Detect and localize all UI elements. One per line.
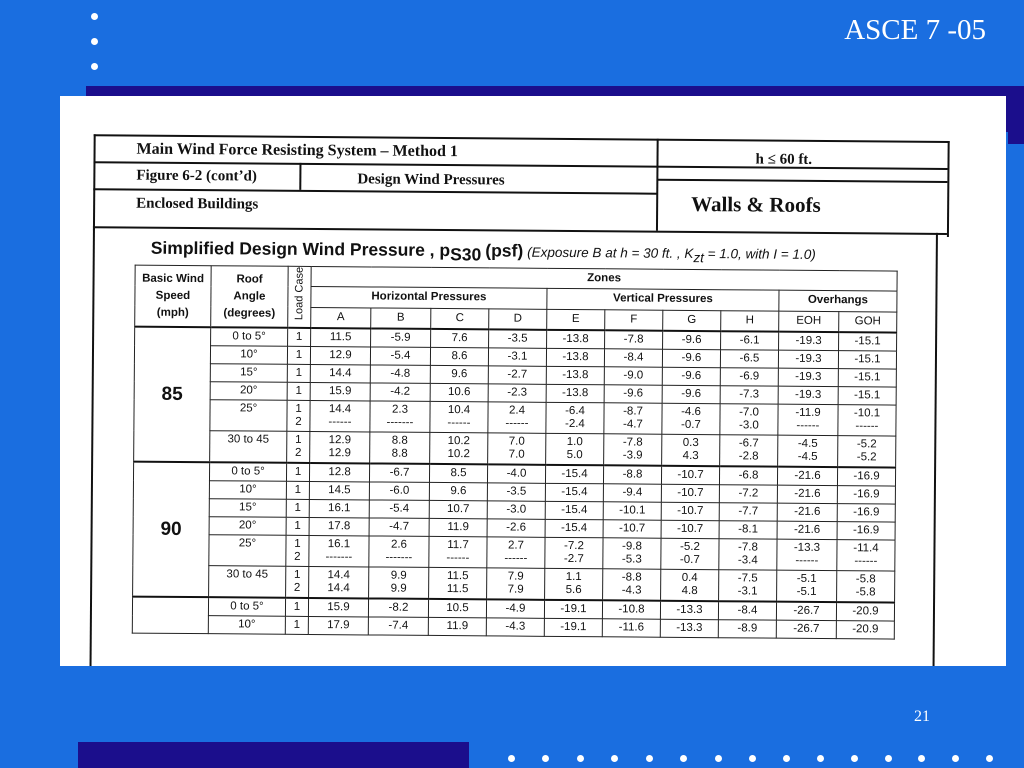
load-case-cell: 1 2 <box>287 431 310 463</box>
pressure-value-cell: -3.0 <box>487 501 545 519</box>
zone-label-g: G <box>663 310 721 331</box>
speed-header: Basic Wind Speed (mph) <box>135 265 211 327</box>
zone-label-d: D <box>489 308 547 329</box>
pressure-value-cell: -16.9 <box>837 486 895 504</box>
roof-angle-cell: 0 to 5° <box>208 597 285 616</box>
pressure-value-cell: -9.0 <box>604 367 662 385</box>
load-case-cell: 1 <box>287 382 310 400</box>
pressure-value-cell: -6.9 <box>720 368 778 386</box>
pressure-value-cell: -10.7 <box>661 484 719 502</box>
pressure-value-cell: -13.8 <box>546 348 604 366</box>
zones-header: Zones <box>311 266 897 291</box>
bullet-dot <box>91 13 98 20</box>
pressure-value-cell: -4.5 -4.5 <box>778 435 838 467</box>
pressure-value-cell: -8.8 <box>603 465 661 484</box>
pressure-value-cell: -10.7 <box>661 466 719 485</box>
document-border <box>90 226 95 666</box>
load-case-cell: 1 <box>285 598 308 617</box>
roof-angle-cell: 20° <box>209 517 286 536</box>
pressure-value-cell: -7.4 <box>368 617 428 635</box>
pressure-value-cell: -10.7 <box>661 502 719 520</box>
load-case-cell: 1 2 <box>286 535 309 566</box>
pressure-value-cell: 12.9 <box>310 346 370 364</box>
pressure-value-cell: 12.9 12.9 <box>310 431 370 463</box>
pressure-value-cell: -3.5 <box>487 483 545 501</box>
pressure-value-cell: -8.4 <box>604 349 662 367</box>
pressure-value-cell: -7.5 -3.1 <box>719 570 777 602</box>
pressure-value-cell: -16.9 <box>837 504 895 522</box>
pressure-value-cell: -8.8 -4.3 <box>603 569 661 601</box>
pressure-value-cell: 9.9 9.9 <box>369 567 429 599</box>
pressure-value-cell: -6.1 <box>721 331 779 350</box>
pressure-value-cell: -21.6 <box>777 467 837 486</box>
zone-label-eoh: EOH <box>779 311 839 332</box>
pressure-value-cell: -13.3 <box>660 619 718 637</box>
pressure-value-cell: -7.2 <box>719 485 777 503</box>
pressure-value-cell: 16.1 <box>309 499 369 517</box>
load-case-cell: 1 <box>287 364 310 382</box>
bullet-dot <box>611 755 618 762</box>
pressure-value-cell: -19.3 <box>778 350 838 368</box>
height-limit: h ≤ 60 ft. <box>755 151 813 168</box>
pressure-value-cell: -19.3 <box>778 386 838 404</box>
zone-label-goh: GOH <box>839 311 897 332</box>
pressure-value-cell: 11.9 <box>429 518 487 536</box>
pressure-value-cell: -21.6 <box>777 521 837 539</box>
pressure-value-cell: 0.4 4.8 <box>661 569 719 601</box>
roof-angle-cell: 10° <box>209 481 286 500</box>
pressure-value-cell: 2.7 ------ <box>487 537 545 568</box>
horizontal-pressures-header: Horizontal Pressures <box>311 287 547 309</box>
bullet-dot <box>783 755 790 762</box>
pressure-value-cell: -19.1 <box>544 618 602 636</box>
pressure-value-cell: -9.6 <box>662 385 720 403</box>
bullet-dot <box>986 755 993 762</box>
zone-label-c: C <box>431 308 489 329</box>
pressure-value-cell: 16.1 ------- <box>309 535 369 566</box>
bullet-dot <box>577 755 584 762</box>
zone-label-b: B <box>371 308 431 329</box>
pressure-value-cell: -4.0 <box>487 464 545 483</box>
pressure-value-cell: -11.6 <box>602 619 660 637</box>
document-border <box>932 233 937 666</box>
pressure-value-cell: 7.0 7.0 <box>488 433 546 465</box>
roof-angle-cell: 0 to 5° <box>211 327 288 346</box>
pressure-value-cell: 12.8 <box>309 463 369 482</box>
zone-label-a: A <box>311 307 371 328</box>
load-case-cell: 1 2 <box>286 566 309 598</box>
pressure-value-cell: -20.9 <box>836 602 894 621</box>
roof-angle-cell: 30 to 45 <box>209 566 286 598</box>
pressure-value-cell: -13.8 <box>546 384 604 402</box>
pressure-value-cell: -6.0 <box>369 482 429 500</box>
bullet-dot <box>91 38 98 45</box>
pressure-value-cell: -5.2 -0.7 <box>661 538 719 569</box>
bullet-dot <box>749 755 756 762</box>
pressure-value-cell: 7.9 7.9 <box>487 568 545 600</box>
pressure-value-cell: -4.6 -0.7 <box>662 403 720 434</box>
pressure-value-cell: -11.4 ------ <box>837 540 895 571</box>
pressure-value-cell: -11.9 ------ <box>778 404 838 435</box>
bullet-dot <box>885 755 892 762</box>
building-type: Enclosed Buildings <box>136 195 259 213</box>
pressure-value-cell: 15.9 <box>310 382 370 400</box>
bullet-dot <box>508 755 515 762</box>
roof-angle-cell: 25° <box>209 535 286 567</box>
pressure-value-cell: 7.6 <box>431 329 489 348</box>
pressure-value-cell: -6.4 -2.4 <box>546 402 604 433</box>
pressure-value-cell: -7.3 <box>720 386 778 404</box>
pressure-value-cell: -5.2 -5.2 <box>838 436 896 468</box>
roof-angle-cell: 15° <box>210 364 287 383</box>
pressure-value-cell: -15.1 <box>839 332 897 351</box>
pressure-value-cell: 15.9 <box>308 598 368 617</box>
pressure-value-cell: 8.6 <box>430 347 488 365</box>
pressure-value-cell: -26.7 <box>776 602 836 621</box>
decorative-band <box>1008 86 1024 144</box>
wind-pressure-table <box>132 265 898 640</box>
bullet-dot <box>542 755 549 762</box>
pressure-value-cell: -8.7 -4.7 <box>604 403 662 434</box>
load-case-cell: 1 <box>286 463 309 482</box>
bullet-dot <box>918 755 925 762</box>
pressure-value-cell: -13.3 <box>660 601 718 620</box>
pressure-value-cell: -4.3 <box>486 618 544 636</box>
bullet-dot <box>952 755 959 762</box>
pressure-value-cell: -7.8 <box>605 330 663 349</box>
pressure-value-cell: 0.3 4.3 <box>662 434 720 466</box>
roof-angle-cell: 0 to 5° <box>209 462 286 481</box>
pressure-value-cell: -2.7 <box>488 366 546 384</box>
bullet-dot <box>851 755 858 762</box>
pressure-value-cell: -15.1 <box>838 369 896 387</box>
pressure-value-cell: -8.2 <box>368 598 428 617</box>
roof-angle-cell: 10° <box>210 346 287 365</box>
pressure-value-cell: -5.4 <box>369 500 429 518</box>
pressure-value-cell: -15.4 <box>545 501 603 519</box>
pressure-value-cell: -9.6 <box>604 385 662 403</box>
pressure-value-cell: -15.4 <box>545 465 603 484</box>
pressure-value-cell: -2.3 <box>488 384 546 402</box>
slide-title: ASCE 7 -05 <box>844 14 986 46</box>
pressure-value-cell: 11.7 ------ <box>429 536 487 567</box>
roof-angle-cell: 15° <box>209 499 286 518</box>
pressure-value-cell: 10.2 10.2 <box>430 432 488 464</box>
pressure-value-cell: 2.4 ------ <box>488 402 546 433</box>
pressure-value-cell: -8.4 <box>718 601 776 620</box>
pressure-value-cell: -21.6 <box>777 503 837 521</box>
pressure-value-cell: -10.1 <box>603 502 661 520</box>
pressure-value-cell: -9.6 <box>663 331 721 350</box>
pressure-value-cell: -13.3 ------ <box>777 539 837 570</box>
wind-speed-cell: 85 <box>134 327 211 463</box>
pressure-value-cell: 14.5 <box>309 481 369 499</box>
pressure-value-cell: -16.9 <box>837 522 895 540</box>
pressure-value-cell: -16.9 <box>837 467 895 486</box>
pressure-value-cell: -3.1 <box>488 348 546 366</box>
pressure-value-cell: 2.3 ------- <box>370 401 430 432</box>
pressure-value-cell: -8.1 <box>719 521 777 539</box>
load-case-cell: 1 <box>286 481 309 499</box>
system-title: Main Wind Force Resisting System – Method 1 <box>136 140 458 161</box>
pressure-value-cell: -6.7 -2.8 <box>720 435 778 467</box>
pressure-value-cell: -26.7 <box>776 620 836 638</box>
pressure-value-cell: -4.8 <box>370 365 430 383</box>
pressure-value-cell: 8.8 8.8 <box>370 432 430 464</box>
pressure-value-cell: -10.8 <box>602 600 660 619</box>
pressure-value-cell: -15.1 <box>838 387 896 405</box>
pressure-value-cell: -9.8 -5.3 <box>603 538 661 569</box>
bullet-dot <box>715 755 722 762</box>
pressure-value-cell: -10.1 ------ <box>838 405 896 436</box>
pressure-value-cell: 11.5 <box>311 328 371 347</box>
pressure-value-cell: -4.9 <box>486 599 544 618</box>
wind-speed-cell <box>132 597 208 634</box>
pressure-value-cell: -19.1 <box>544 600 602 619</box>
pressure-value-cell: -9.6 <box>662 367 720 385</box>
load-case-cell: 1 2 <box>287 400 310 431</box>
roof-angle-cell: 30 to 45 <box>210 431 287 463</box>
pressure-value-cell: -5.4 <box>370 347 430 365</box>
pressure-value-cell: 8.5 <box>429 464 487 483</box>
pressure-value-cell: -7.8 -3.4 <box>719 539 777 570</box>
pressure-value-cell: -6.7 <box>369 463 429 482</box>
pressure-value-cell: -3.5 <box>489 329 547 348</box>
pressure-value-cell: -6.8 <box>719 466 777 485</box>
pressure-value-cell: -5.9 <box>371 328 431 347</box>
overhangs-header: Overhangs <box>779 290 897 311</box>
roof-angle-cell: 10° <box>208 616 285 635</box>
pressure-value-cell: -19.3 <box>779 332 839 351</box>
wind-speed-cell: 90 <box>133 462 210 598</box>
pressure-value-cell: 1.0 5.0 <box>546 433 604 465</box>
pressure-value-cell: -9.6 <box>662 349 720 367</box>
pressure-value-cell: -7.2 -2.7 <box>545 537 603 568</box>
bullet-dot <box>817 755 824 762</box>
pressure-value-cell: -4.2 <box>370 383 430 401</box>
vertical-pressures-header: Vertical Pressures <box>547 289 779 311</box>
figure-title: Design Wind Pressures <box>357 171 505 189</box>
load-case-cell: 1 <box>288 328 311 347</box>
pressure-value-cell: -8.9 <box>718 620 776 638</box>
scope-title: Walls & Roofs <box>691 191 821 217</box>
pressure-value-cell: 10.6 <box>430 383 488 401</box>
pressure-value-cell: 14.4 14.4 <box>309 566 369 598</box>
pressure-value-cell: -9.4 <box>603 484 661 502</box>
pressure-value-cell: 2.6 ------- <box>369 536 429 567</box>
roof-angle-cell: 25° <box>210 400 287 432</box>
pressure-value-cell: 9.6 <box>430 365 488 383</box>
pressure-value-cell: -7.7 <box>719 503 777 521</box>
pressure-value-cell: 14.4 ------ <box>310 400 370 431</box>
pressure-value-cell: 11.5 11.5 <box>429 567 487 599</box>
zone-label-f: F <box>605 309 663 330</box>
pressure-value-cell: -13.8 <box>547 330 605 349</box>
pressure-value-cell: -7.8 -3.9 <box>604 434 662 466</box>
table-title: Simplified Design Wind Pressure , $p_{S30}$ (psf) (Exposure B at h = 30 ft. , $K_{zt} = 1.0$, with I = 1.0) <box>150 237 816 266</box>
figure-label: Figure 6-2 (cont’d) <box>136 167 257 185</box>
pressure-value-cell: 17.9 <box>308 616 368 634</box>
pressure-value-cell: -6.5 <box>720 350 778 368</box>
pressure-value-cell: -5.8 -5.8 <box>837 571 895 603</box>
load-case-cell: 1 <box>285 616 308 634</box>
pressure-value-cell: -2.6 <box>487 519 545 537</box>
pressure-value-cell: 11.9 <box>428 617 486 635</box>
pressure-value-cell: -19.3 <box>778 368 838 386</box>
bullet-dot <box>646 755 653 762</box>
page-number: 21 <box>914 708 930 725</box>
bullet-dot <box>91 63 98 70</box>
pressure-value-cell: 10.4 ------ <box>430 401 488 432</box>
pressure-value-cell: 17.8 <box>309 517 369 535</box>
pressure-value-cell: -5.1 -5.1 <box>777 570 837 602</box>
roof-angle-cell: 20° <box>210 382 287 401</box>
pressure-value-cell: -15.1 <box>838 351 896 369</box>
header-divider <box>299 163 301 190</box>
pressure-value-cell: -7.0 -3.0 <box>720 404 778 435</box>
pressure-value-cell: 10.5 <box>428 599 486 618</box>
bullet-dot <box>680 755 687 762</box>
pressure-value-cell: -15.4 <box>545 519 603 537</box>
pressure-value-cell: -15.4 <box>545 483 603 501</box>
pressure-value-cell: 1.1 5.6 <box>545 568 603 600</box>
pressure-value-cell: -10.7 <box>661 520 719 538</box>
load-case-header: Load Case <box>288 266 311 328</box>
zone-label-e: E <box>547 309 605 330</box>
pressure-value-cell: -10.7 <box>603 520 661 538</box>
angle-header: Roof Angle (degrees) <box>211 266 288 328</box>
pressure-value-cell: 14.4 <box>310 364 370 382</box>
scanned-document <box>60 96 1006 666</box>
pressure-value-cell: -4.7 <box>369 518 429 536</box>
pressure-value-cell: -21.6 <box>777 485 837 503</box>
load-case-cell: 1 <box>286 517 309 535</box>
wind-pressure-rows <box>132 327 896 639</box>
pressure-value-cell: 9.6 <box>429 482 487 500</box>
pressure-value-cell: 10.7 <box>429 500 487 518</box>
load-case-cell: 1 <box>286 499 309 517</box>
zone-label-h: H <box>721 310 779 331</box>
pressure-value-cell: -13.8 <box>546 366 604 384</box>
load-case-cell: 1 <box>287 346 310 364</box>
pressure-value-cell: -20.9 <box>836 621 894 639</box>
decorative-band <box>78 742 469 768</box>
